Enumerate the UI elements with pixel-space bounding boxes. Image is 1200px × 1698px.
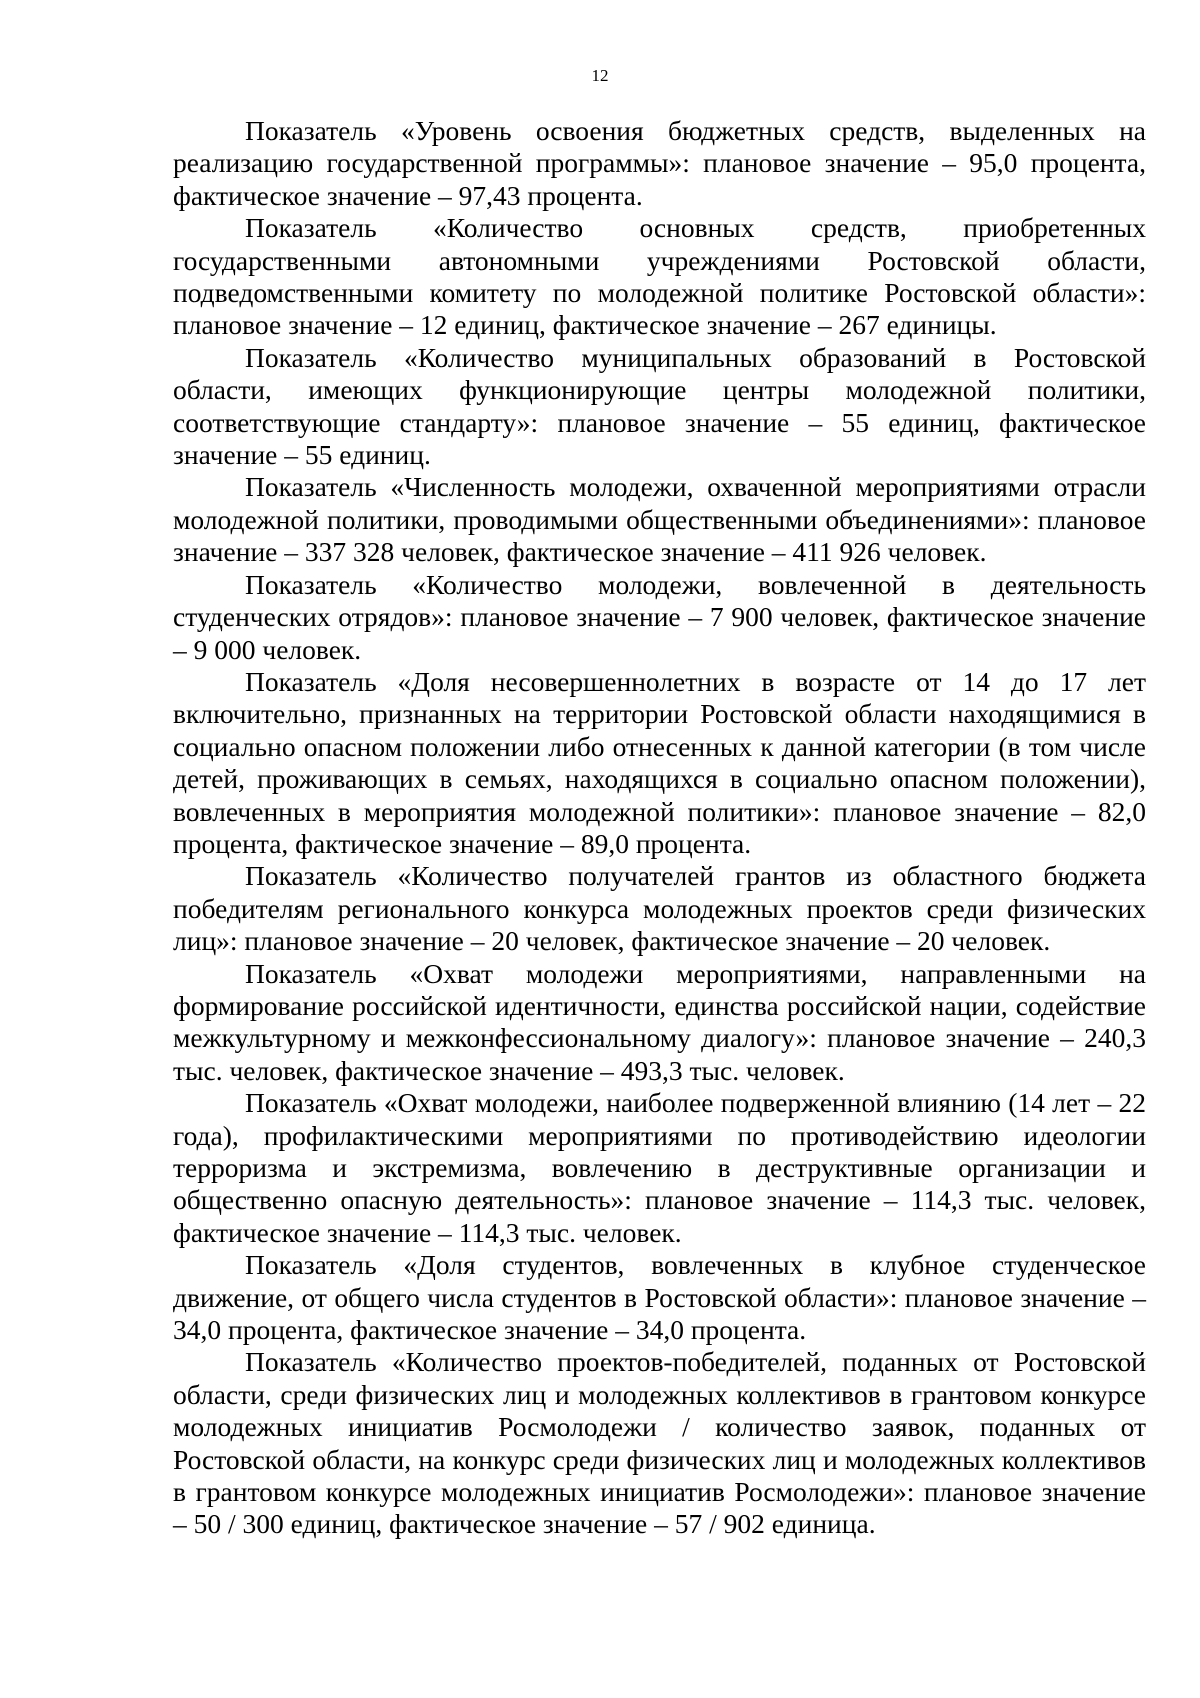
paragraph-youth-public-associations: Показатель «Численность молодежи, охваченной мероприятиями отрасли молодежной политики, проводимыми общественными объединениями»: плановое значение – 337 328 человек, фактическое значение – 411 926 человек. (173, 471, 1146, 568)
paragraph-anti-extremism: Показатель «Охват молодежи, наиболее подверженной влиянию (14 лет – 22 года), профилактическими мероприятиями по противодействию идеологии терроризма и экстремизма, вовлечению в деструктивные организации и общественно опасную деятельность»: плановое значение – 114,3 тыс. человек, фактическое значение – 114,3 тыс. человек. (173, 1087, 1146, 1248)
paragraph-grant-recipients: Показатель «Количество получателей грантов из областного бюджета победителям регионального конкурса молодежных проектов среди физических лиц»: плановое значение – 20 человек, фактическое значение – 20 человек. (173, 860, 1146, 957)
paragraph-minors-at-risk: Показатель «Доля несовершеннолетних в возрасте от 14 до 17 лет включительно, признанных на территории Ростовской области находящимися в социально опасном положении либо отнесенных к данной категории (в том числе детей, проживающих в семьях, находящихся в социально опасном положении), вовлеченных в мероприятия молодежной политики»: плановое значение – 82,0 процента, фактическое значение – 89,0 процента. (173, 665, 1146, 859)
paragraph-budget-execution: Показатель «Уровень освоения бюджетных средств, выделенных на реализацию государственной программы»: плановое значение – 95,0 процента, фактическое значение – 97,43 процента. (173, 115, 1146, 211)
paragraph-municipal-youth-centers: Показатель «Количество муниципальных образований в Ростовской области, имеющих функционирующие центры молодежной политики, соответствующие стандарту»: плановое значение – 55 единиц, фактическое значение – 55 единиц. (173, 341, 1146, 471)
paragraph-rosmolodezh-grants: Показатель «Количество проектов-победителей, поданных от Ростовской области, среди физических лиц и молодежных коллективов в грантовом конкурсе молодежных инициатив Росмолодежи / количество заявок, поданных от Ростовской области, на конкурс среди физических лиц и молодежных коллективов в грантовом конкурсе молодежных инициатив Росмолодежи»: плановое значение – 50 / 300 единиц, фактическое значение – 57 / 902 единица. (173, 1346, 1146, 1540)
page-number: 12 (591, 66, 609, 85)
paragraph-student-clubs: Показатель «Доля студентов, вовлеченных в клубное студенческое движение, от общего числа студентов в Ростовской области»: плановое значение – 34,0 процента, фактическое значение – 34,0 процента. (173, 1249, 1146, 1346)
paragraph-student-brigades: Показатель «Количество молодежи, вовлеченной в деятельность студенческих отрядов»: плановое значение – 7 900 человек, фактическое значение – 9 000 человек. (173, 568, 1146, 665)
body-text (173, 115, 1146, 1541)
paragraph-russian-identity: Показатель «Охват молодежи мероприятиями, направленными на формирование российской идентичности, единства российской нации, содействие межкультурному и межконфессиональному диалогу»: плановое значение – 240,3 тыс. человек, фактическое значение – 493,3 тыс. человек. (173, 957, 1146, 1086)
paragraph-fixed-assets: Показатель «Количество основных средств, приобретенных государственными автономными учреждениями Ростовской области, подведомственными комитету по молодежной политике Ростовской области»: плановое значение – 12 единиц, фактическое значение – 267 единицы. (173, 212, 1146, 341)
